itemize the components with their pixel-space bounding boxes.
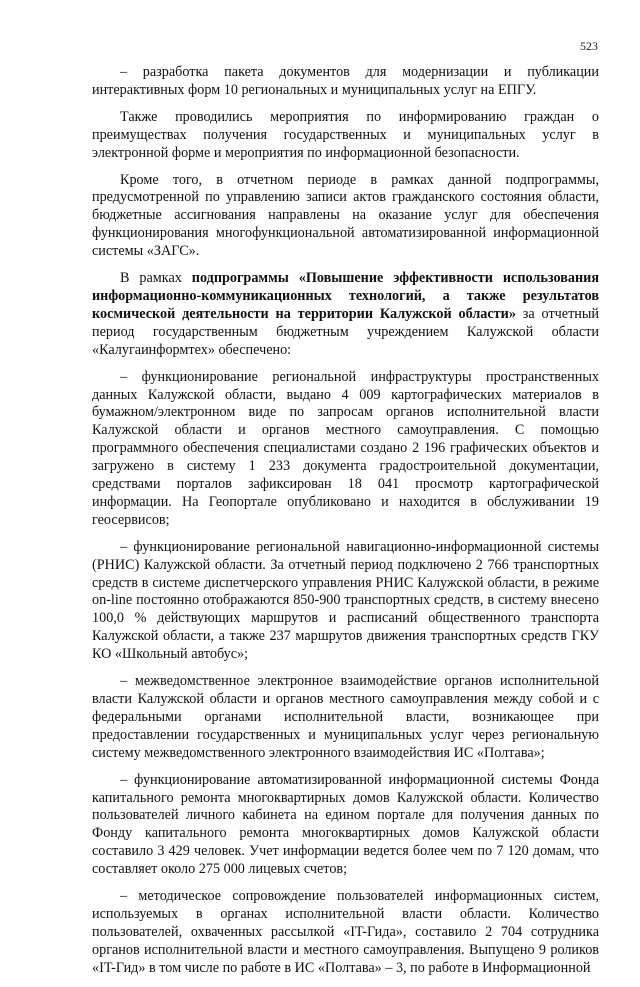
body-paragraph — [92, 772, 599, 879]
body-paragraph — [92, 888, 599, 978]
page-number: 523 — [580, 39, 598, 53]
body-paragraph — [92, 270, 599, 360]
text-run: – функционирование региональной навигационно-информационной системы (РНИС) Калужской области. За отчетный период подключено 2 766 транспортных средств в системе диспетчерского управления РНИС Калужской области, в режиме on-line постоянно отображаются 850-900 транспортных средств, в систему внесено 100,0 % действующих маршрутов и расписаний общественного транспорта Калужской области, а также 237 маршрутов движения транспортных средств ГКУ КО «Школьный автобус»; — [92, 538, 599, 663]
text-run: – разработка пакета документов для модернизации и публикации интерактивных форм 10 региональных и муниципальных услуг на ЕПГУ. — [92, 64, 599, 98]
page-body — [92, 64, 599, 987]
text-run: за отчетный период государственным бюджетным учреждением Калужской области «Калугаинформтех» обеспечено: — [92, 305, 599, 358]
body-paragraph — [92, 673, 599, 763]
text-run: Кроме того, в отчетном периоде в рамках данной подпрограммы, предусмотренной по управлению записи актов гражданского состояния области, бюджетные ассигнования направлены на оказание услуг для обеспечения функционирования многофункциональной автоматизированной информационной системы «ЗАГС». — [92, 171, 599, 260]
text-run: – межведомственное электронное взаимодействие органов исполнительной власти Калужской области и органов местного самоуправления между собой и с федеральными органами исполнительной власти, возникающее при предоставлении государственных и муниципальных услуг через региональную систему межведомственного электронного взаимодействия ИС «Полтава»; — [92, 673, 599, 761]
body-paragraph — [92, 64, 599, 100]
text-run: – методическое сопровождение пользователей информационных систем, используемых в органах исполнительной власти области. Количество пользователей, охваченных рассылкой «IT-Гида», составило 2 704 сотрудника органов исполнительной власти и местного самоуправления. Выпущено 9 роликов «IT-Гид» в том числе по работе в ИС «Полтава» – 3, по работе в Информационной — [92, 888, 599, 976]
bold-text-run: подпрограммы «Повышение эффективности использования информационно-коммуникационных технологий, а также результатов космической деятельности на территории Калужской области» — [92, 270, 600, 322]
body-paragraph — [92, 539, 599, 664]
text-run: Также проводились мероприятия по информированию граждан о преимуществах получения государственных и муниципальных услуг в электронной форме и мероприятия по информационной безопасности. — [92, 108, 599, 161]
body-paragraph — [92, 369, 599, 530]
body-paragraph — [92, 109, 599, 163]
text-run: – функционирование автоматизированной информационной системы Фонда капитального ремонта многоквартирных домов Калужской области. Количество пользователей личного кабинета на едином портале для получения данных по Фонду капитального ремонта многоквартирных домов Калужской области составило 3 429 человек. Учет информации ведется более чем по 7 120 домам, что составляет около 275 000 лицевых счетов; — [92, 771, 599, 878]
text-run: – функционирование региональной инфраструктуры пространственных данных Калужской области, выдано 4 009 картографических материалов в бумажном/электронном виде по запросам органов исполнительной власти Калужской области и органов местного самоуправления. С помощью программного обеспечения специалистами создано 2 196 графических объектов и загружено в систему 1 233 документа градостроительной документации, средствами порталов зафиксирован 18 041 просмотр картографической информации. На Геопортале опубликовано и находится в обслуживании 19 геосервисов; — [92, 368, 599, 528]
body-paragraph — [92, 172, 599, 262]
text-run: В рамках — [120, 270, 192, 287]
